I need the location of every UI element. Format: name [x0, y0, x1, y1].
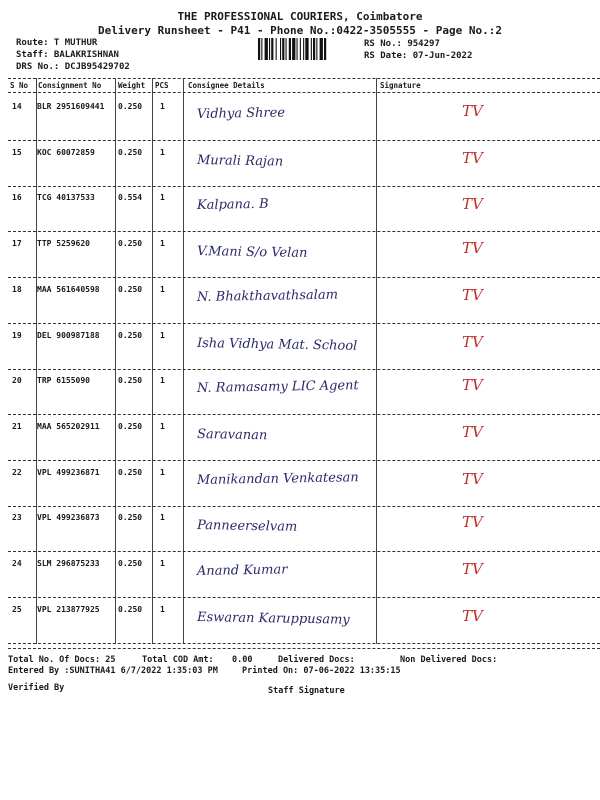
table-row — [8, 233, 600, 279]
row-consignment-no: TTP 5259620 — [37, 239, 90, 248]
row-signature-text: TV — [462, 423, 483, 441]
table-row — [8, 142, 600, 188]
row-sno: 22 — [12, 468, 22, 477]
row-consignee-text: N. Ramasamy LIC Agent — [196, 378, 359, 396]
row-signature — [458, 283, 498, 307]
row-weight: 0.250 — [118, 148, 143, 157]
entered-by: Entered By :SUNITHA41 6/7/2022 1:35:03 PM — [8, 666, 218, 676]
row-consignee-handwriting — [193, 420, 383, 452]
row-sno: 24 — [12, 559, 22, 568]
runsheet-subtitle: Delivery Runsheet - P41 - Phone No.:0422-3505555 - Page No.:2 — [98, 24, 502, 37]
row-consignment-no: VPL 499236873 — [37, 513, 100, 522]
row-consignment-no: VPL 499236871 — [37, 468, 100, 477]
row-sno: 25 — [12, 605, 22, 614]
table-row — [8, 279, 600, 325]
barcode-bar — [313, 38, 315, 60]
row-sno: 23 — [12, 513, 22, 522]
row-signature — [458, 191, 498, 215]
row-signature — [458, 511, 498, 535]
barcode-bar — [286, 38, 287, 60]
row-divider — [8, 597, 600, 598]
row-signature-text: TV — [462, 560, 483, 578]
row-consignment-no: TCG 40137533 — [37, 193, 95, 202]
row-divider — [8, 643, 600, 644]
barcode-bar — [280, 38, 281, 60]
rs-no: RS No.: 954297 — [364, 39, 440, 49]
row-consignee-text: Anand Kumar — [196, 562, 288, 579]
rs-date: RS Date: 07-Jun-2022 — [364, 51, 473, 61]
row-pcs: 1 — [160, 376, 165, 385]
row-divider — [8, 231, 600, 232]
route: Route: T MUTHUR — [16, 38, 98, 48]
row-pcs: 1 — [160, 285, 165, 294]
row-weight: 0.250 — [118, 285, 143, 294]
table-row — [8, 553, 600, 599]
barcode-bar — [320, 38, 323, 60]
barcode-bar — [305, 38, 308, 60]
row-divider — [8, 551, 600, 552]
row-weight: 0.554 — [118, 193, 143, 202]
non-delivered-docs: Non Delivered Docs: — [400, 655, 498, 665]
row-consignee-handwriting — [193, 100, 383, 132]
table-row — [8, 187, 600, 233]
barcode-image — [258, 38, 354, 60]
staff: Staff: BALAKRISHNAN — [16, 50, 119, 60]
row-signature-text: TV — [462, 607, 483, 625]
barcode-bar — [311, 38, 312, 60]
row-pcs: 1 — [160, 513, 165, 522]
drs-no: DRS No.: DCJB95429702 — [16, 62, 130, 72]
table-row — [8, 507, 600, 553]
total-cod-label: Total COD Amt: — [142, 655, 214, 665]
row-consignment-no: SLM 296875233 — [37, 559, 100, 568]
col-signature: Signature — [380, 81, 421, 90]
row-consignee-text: V.Mani S/o Velan — [196, 244, 308, 261]
row-weight: 0.250 — [118, 239, 143, 248]
total-cod-value: 0.00 — [232, 655, 253, 665]
col-consignee: Consignee Details — [188, 81, 265, 90]
barcode-bar — [297, 38, 298, 60]
table-row — [8, 416, 600, 462]
row-consignee-text: Kalpana. B — [196, 196, 269, 213]
barcode-bar — [269, 38, 270, 60]
total-docs: Total No. Of Docs: 25 — [8, 655, 116, 665]
row-consignee-handwriting — [193, 146, 383, 178]
row-signature-text: TV — [462, 333, 483, 351]
row-consignment-no: DEL 900987188 — [37, 331, 100, 340]
row-divider — [8, 140, 600, 141]
row-divider — [8, 323, 600, 324]
row-consignee-text: Manikandan Venkatesan — [196, 470, 359, 488]
row-pcs: 1 — [160, 605, 165, 614]
row-consignee-text: Murali Rajan — [196, 153, 284, 170]
row-consignee-handwriting — [193, 374, 383, 406]
delivered-docs: Delivered Docs: — [278, 655, 355, 665]
col-pcs: PCS — [155, 81, 169, 90]
row-signature-text: TV — [462, 513, 483, 531]
row-weight: 0.250 — [118, 559, 143, 568]
row-consignee-handwriting — [193, 603, 383, 635]
row-consignment-no: VPL 213877925 — [37, 605, 100, 614]
row-signature-text: TV — [462, 376, 483, 394]
col-sno: S No — [10, 81, 29, 90]
header-left-info — [16, 37, 130, 73]
row-weight: 0.250 — [118, 468, 143, 477]
row-consignee-handwriting — [193, 329, 383, 361]
staff-signature: Staff Signature — [268, 686, 345, 696]
row-signature — [458, 237, 498, 261]
row-signature — [458, 146, 498, 170]
row-consignment-no: BLR 2951609441 — [37, 102, 105, 111]
header-divider-bottom — [8, 92, 600, 93]
row-signature — [458, 100, 498, 124]
row-sno: 14 — [12, 102, 22, 111]
row-sno: 17 — [12, 239, 22, 248]
row-weight: 0.250 — [118, 422, 143, 431]
row-divider — [8, 414, 600, 415]
footer-divider — [8, 648, 600, 649]
row-consignee-text: Panneerselvam — [196, 518, 298, 535]
row-sno: 21 — [12, 422, 22, 431]
row-signature-text: TV — [462, 102, 483, 120]
row-consignee-handwriting — [193, 191, 383, 223]
row-consignee-text: Vidhya Shree — [196, 105, 286, 122]
col-consignment: Consignment No — [38, 81, 102, 90]
row-sno: 15 — [12, 148, 22, 157]
row-signature — [458, 557, 498, 581]
row-divider — [8, 277, 600, 278]
row-consignment-no: TRP 6155090 — [37, 376, 90, 385]
company-title: THE PROFESSIONAL COURIERS, Coimbatore — [177, 10, 423, 23]
row-weight: 0.250 — [118, 331, 143, 340]
row-weight: 0.250 — [118, 102, 143, 111]
row-signature — [458, 466, 498, 490]
row-pcs: 1 — [160, 468, 165, 477]
row-divider — [8, 460, 600, 461]
row-consignee-text: Isha Vidhya Mat. School — [196, 336, 358, 354]
table-row — [8, 96, 600, 142]
row-signature — [458, 603, 498, 627]
row-sno: 19 — [12, 331, 22, 340]
row-signature-text: TV — [462, 470, 483, 488]
verified-by: Verified By — [8, 683, 65, 693]
row-consignee-handwriting — [193, 511, 383, 543]
row-sno: 20 — [12, 376, 22, 385]
row-weight: 0.250 — [118, 605, 143, 614]
barcode-bar — [276, 38, 277, 60]
barcode-bar — [282, 38, 284, 60]
row-consignee-handwriting — [193, 237, 383, 269]
row-consignee-text: N. Bhakthavathsalam — [196, 287, 339, 305]
barcode-bar — [300, 38, 301, 60]
row-consignment-no: KOC 60072859 — [37, 148, 95, 157]
row-sno: 16 — [12, 193, 22, 202]
row-pcs: 1 — [160, 102, 165, 111]
row-weight: 0.250 — [118, 376, 143, 385]
row-sno: 18 — [12, 285, 22, 294]
row-signature-text: TV — [462, 195, 483, 213]
row-signature — [458, 420, 498, 444]
row-pcs: 1 — [160, 559, 165, 568]
barcode-bar — [289, 38, 291, 60]
row-consignee-handwriting — [193, 466, 383, 498]
barcode-bar — [258, 38, 260, 60]
barcode-bar — [316, 38, 317, 60]
row-weight: 0.250 — [118, 513, 143, 522]
row-pcs: 1 — [160, 239, 165, 248]
barcode-bar — [292, 38, 295, 60]
barcode-bar — [261, 38, 262, 60]
row-consignee-handwriting — [193, 283, 383, 315]
row-consignee-handwriting — [193, 557, 383, 589]
barcode-bar — [265, 38, 268, 60]
row-pcs: 1 — [160, 331, 165, 340]
row-consignee-text: Saravanan — [196, 427, 268, 444]
row-signature — [458, 374, 498, 398]
header-divider-top — [8, 78, 600, 79]
row-consignment-no: MAA 565202911 — [37, 422, 100, 431]
header-right-info — [364, 38, 472, 62]
row-signature-text: TV — [462, 286, 483, 304]
table-row — [8, 462, 600, 508]
barcode-bar — [324, 38, 326, 60]
table-row — [8, 325, 600, 371]
row-signature-text: TV — [462, 239, 483, 257]
row-pcs: 1 — [160, 422, 165, 431]
row-signature-text: TV — [462, 149, 483, 167]
row-consignment-no: MAA 561640598 — [37, 285, 100, 294]
barcode-bar — [303, 38, 304, 60]
row-consignee-text: Eswaran Karuppusamy — [196, 610, 350, 628]
barcode-bar — [271, 38, 273, 60]
row-pcs: 1 — [160, 193, 165, 202]
printed-on: Printed On: 07-06-2022 13:35:15 — [242, 666, 401, 676]
row-pcs: 1 — [160, 148, 165, 157]
table-row — [8, 370, 600, 416]
table-row — [8, 599, 600, 645]
col-weight: Weight — [118, 81, 146, 90]
row-signature — [458, 329, 498, 353]
